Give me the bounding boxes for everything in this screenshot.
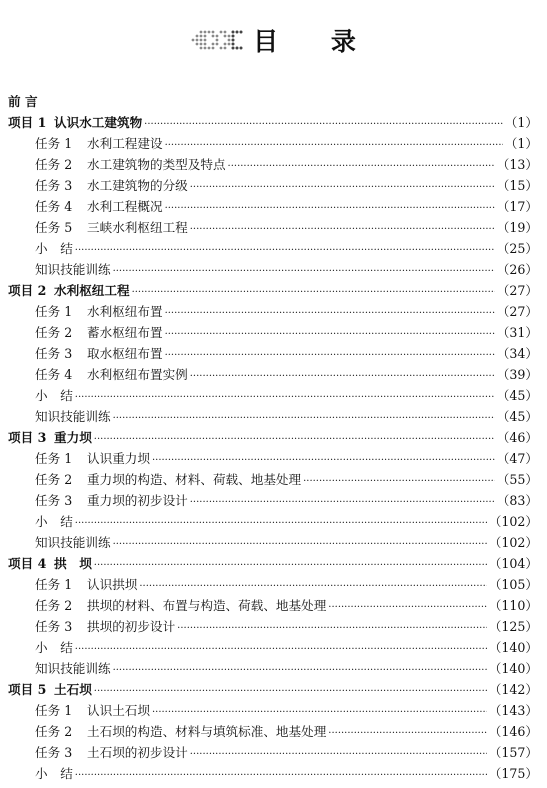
toc-page-number: （140） (488, 640, 538, 655)
toc-page-number: （1） (504, 115, 538, 130)
toc-entry-label (8, 553, 92, 574)
toc-page-number: （102） (488, 514, 538, 529)
toc-entry-number: 任务 3 (35, 493, 73, 508)
toc-entry-number: 任务 2 (35, 157, 73, 172)
toc-entry-number: 任务 3 (35, 745, 73, 760)
toc-dot-leader (152, 702, 487, 723)
toc-page-number: （13） (496, 157, 538, 172)
toc-dot-leader (303, 471, 495, 492)
toc-entry-title: 拱 坝 (54, 556, 92, 571)
toc-task-entry[interactable] (8, 742, 538, 763)
toc-entry-label (35, 301, 163, 322)
toc-entry-title: 拱坝的初步设计 (87, 619, 176, 634)
toc-task-entry[interactable] (8, 616, 538, 637)
toc-entry-title: 小 结 (35, 766, 73, 781)
toc-task-entry[interactable] (8, 175, 538, 196)
toc-task-entry[interactable] (8, 322, 538, 343)
toc-entry-title: 小 结 (35, 388, 73, 403)
toc-task-entry[interactable] (8, 700, 538, 721)
toc-dot-leader (75, 765, 487, 786)
toc-page-number: （104） (488, 556, 538, 571)
toc-entry-title: 知识技能训练 (35, 262, 111, 277)
toc-task-entry[interactable] (8, 574, 538, 595)
toc-entry-title: 小 结 (35, 241, 73, 256)
toc-entry-number: 项目 4 (8, 556, 47, 571)
toc-entry-label (35, 742, 188, 763)
toc-task-entry[interactable] (8, 763, 538, 784)
toc-entry-label (35, 448, 150, 469)
toc-dot-leader (152, 450, 495, 471)
toc-entry-label (35, 364, 188, 385)
toc-task-entry[interactable] (8, 238, 538, 259)
toc-task-entry[interactable] (8, 133, 538, 154)
toc-entry-label (8, 91, 38, 112)
toc-entry-title: 认识重力坝 (87, 451, 150, 466)
toc-entry-label (35, 658, 111, 679)
toc-task-entry[interactable] (8, 385, 538, 406)
toc-dot-leader (328, 723, 486, 744)
toc-entry-label (35, 133, 163, 154)
toc-dot-leader (165, 345, 495, 366)
toc-task-entry[interactable] (8, 448, 538, 469)
toc-entry-label (35, 700, 150, 721)
toc-entry-label (35, 511, 73, 532)
toc-task-entry[interactable] (8, 301, 538, 322)
toc-dot-leader (94, 555, 487, 576)
toc-entry-title: 重力坝 (54, 430, 92, 445)
toc-task-entry[interactable] (8, 511, 538, 532)
toc-entry-number: 项目 1 (8, 115, 47, 130)
toc-entry-title: 水利工程概况 (87, 199, 163, 214)
toc-entry-title: 蓄水枢纽布置 (87, 325, 163, 340)
toc-entry-title: 前 言 (8, 94, 38, 109)
toc-page-number: （146） (488, 724, 538, 739)
toc-entry-label (35, 616, 175, 637)
toc-dot-leader (190, 744, 487, 765)
toc-dot-leader (75, 513, 487, 534)
toc-dot-leader (113, 408, 495, 429)
toc-entry-label (35, 175, 188, 196)
toc-dot-leader (113, 534, 487, 555)
toc-dot-leader (190, 366, 495, 387)
toc-entry-number: 任务 2 (35, 325, 73, 340)
toc-task-entry[interactable] (8, 595, 538, 616)
toc-task-entry[interactable] (8, 532, 538, 553)
toc-entry-number: 任务 1 (35, 136, 73, 151)
toc-page-number: （45） (496, 409, 538, 424)
page-title: 目 录 (253, 27, 378, 56)
toc-page-number: （55） (496, 472, 538, 487)
toc-task-entry[interactable] (8, 490, 538, 511)
toc-task-entry[interactable] (8, 637, 538, 658)
toc-entry-label (35, 217, 188, 238)
toc-entry-label (35, 469, 301, 490)
toc-page-number: （27） (496, 283, 538, 298)
toc-task-entry[interactable] (8, 406, 538, 427)
toc-entry-number: 任务 1 (35, 577, 73, 592)
toc-dot-leader (139, 576, 486, 597)
toc-dot-leader (190, 492, 495, 513)
toc-entry-number: 项目 2 (8, 283, 47, 298)
toc-task-entry[interactable] (8, 721, 538, 742)
toc-project-entry[interactable] (8, 427, 538, 448)
toc-entry-title: 知识技能训练 (35, 661, 111, 676)
toc-dot-leader (113, 660, 487, 681)
table-of-contents (8, 91, 538, 784)
toc-entry-number: 任务 1 (35, 703, 73, 718)
toc-task-entry[interactable] (8, 658, 538, 679)
toc-entry-title: 知识技能训练 (35, 409, 111, 424)
toc-entry-title: 水利枢纽工程 (54, 283, 130, 298)
toc-entry-title: 知识技能训练 (35, 535, 111, 550)
toc-task-entry[interactable] (8, 469, 538, 490)
toc-page-number: （140） (488, 661, 538, 676)
toc-entry-label (8, 427, 92, 448)
toc-page-number: （105） (488, 577, 538, 592)
toc-page-number: （45） (496, 388, 538, 403)
toc-entry-number: 任务 3 (35, 619, 73, 634)
toc-entry-number: 项目 3 (8, 430, 47, 445)
toc-page-number: （1） (504, 136, 538, 151)
toc-entry-label (35, 532, 111, 553)
toc-page-number: （47） (496, 451, 538, 466)
toc-dot-leader (328, 597, 486, 618)
toc-dot-leader (94, 429, 495, 450)
toc-entry-title: 水利枢纽布置实例 (87, 367, 188, 382)
toc-entry-label (35, 406, 111, 427)
toc-entry-label (35, 490, 188, 511)
toc-task-entry[interactable] (8, 196, 538, 217)
toc-page-number: （110） (488, 598, 538, 613)
toc-page-number: （175） (488, 766, 538, 781)
toc-entry-title: 土石坝的初步设计 (87, 745, 188, 760)
toc-dot-leader (75, 240, 495, 261)
toc-entry-label (35, 763, 73, 784)
toc-task-entry[interactable] (8, 154, 538, 175)
toc-header-inner (189, 22, 378, 58)
toc-entry-title: 取水枢纽布置 (87, 346, 163, 361)
toc-entry-label (35, 259, 111, 280)
toc-dot-leader (190, 177, 495, 198)
toc-entry-label (35, 595, 326, 616)
toc-entry-label (8, 679, 92, 700)
toc-entry-label (35, 637, 73, 658)
toc-dot-leader (177, 618, 487, 639)
toc-entry-number: 任务 2 (35, 724, 73, 739)
toc-page-number: （26） (496, 262, 538, 277)
toc-page-number: （142） (488, 682, 538, 697)
toc-page-number: （125） (488, 619, 538, 634)
toc-entry-number: 任务 3 (35, 178, 73, 193)
toc-header (0, 22, 547, 58)
toc-entry-number: 任务 4 (35, 367, 73, 382)
toc-page-number: （34） (496, 346, 538, 361)
toc-task-entry[interactable] (8, 259, 538, 280)
toc-task-entry[interactable] (8, 343, 538, 364)
toc-entry-title: 水利枢纽布置 (87, 304, 163, 319)
toc-entry-title: 水利工程建设 (87, 136, 163, 151)
toc-entry-title: 水工建筑物的类型及特点 (87, 157, 226, 172)
toc-project-entry[interactable] (8, 91, 538, 112)
toc-dot-leader (165, 198, 495, 219)
toc-entry-label (35, 238, 73, 259)
toc-task-entry[interactable] (8, 217, 538, 238)
toc-page-number: （83） (496, 493, 538, 508)
toc-entry-title: 重力坝的初步设计 (87, 493, 188, 508)
toc-project-entry[interactable] (8, 553, 538, 574)
toc-task-entry[interactable] (8, 364, 538, 385)
toc-entry-label (35, 385, 73, 406)
toc-entry-title: 三峡水利枢纽工程 (87, 220, 188, 235)
toc-dot-leader (190, 219, 495, 240)
toc-entry-number: 任务 1 (35, 304, 73, 319)
toc-page-number: （157） (488, 745, 538, 760)
toc-project-entry[interactable] (8, 112, 538, 133)
toc-page-number: （31） (496, 325, 538, 340)
toc-entry-label (8, 112, 142, 133)
toc-dot-leader (94, 681, 487, 702)
toc-entry-label (35, 196, 163, 217)
toc-project-entry[interactable] (8, 280, 538, 301)
toc-entry-number: 任务 2 (35, 598, 73, 613)
toc-page-number: （102） (488, 535, 538, 550)
toc-page-number: （15） (496, 178, 538, 193)
toc-entry-title: 拱坝的材料、布置与构造、荷载、地基处理 (87, 598, 327, 613)
toc-entry-number: 任务 2 (35, 472, 73, 487)
toc-entry-number: 项目 5 (8, 682, 47, 697)
toc-entry-title: 重力坝的构造、材料、荷载、地基处理 (87, 472, 302, 487)
toc-page-number: （46） (496, 430, 538, 445)
toc-entry-label (35, 322, 163, 343)
toc-page-number: （27） (496, 304, 538, 319)
layered-arrows-decoration-icon (189, 27, 245, 53)
toc-page-number: （25） (496, 241, 538, 256)
toc-entry-number: 任务 3 (35, 346, 73, 361)
toc-entry-number: 任务 1 (35, 451, 73, 466)
toc-entry-title: 小 结 (35, 640, 73, 655)
toc-entry-title: 土石坝 (54, 682, 92, 697)
toc-dot-leader (165, 324, 495, 345)
toc-page-number: （17） (496, 199, 538, 214)
toc-entry-title: 认识水工建筑物 (54, 115, 143, 130)
toc-entry-label (35, 343, 163, 364)
toc-entry-number: 任务 4 (35, 199, 73, 214)
toc-dot-leader (228, 156, 495, 177)
toc-dot-leader (165, 135, 503, 156)
toc-entry-label (35, 574, 137, 595)
toc-page-number: （39） (496, 367, 538, 382)
toc-entry-label (35, 721, 326, 742)
toc-dot-leader (144, 114, 503, 135)
toc-entry-label (35, 154, 226, 175)
toc-dot-leader (75, 387, 495, 408)
toc-entry-title: 认识拱坝 (87, 577, 138, 592)
toc-entry-title: 土石坝的构造、材料与填筑标准、地基处理 (87, 724, 327, 739)
toc-dot-leader (113, 261, 495, 282)
toc-project-entry[interactable] (8, 679, 538, 700)
toc-entry-label (8, 280, 130, 301)
toc-entry-title: 水工建筑物的分级 (87, 178, 188, 193)
toc-entry-number: 任务 5 (35, 220, 73, 235)
toc-page-number: （19） (496, 220, 538, 235)
toc-page-number: （143） (488, 703, 538, 718)
toc-entry-title: 认识土石坝 (87, 703, 150, 718)
toc-entry-title: 小 结 (35, 514, 73, 529)
toc-dot-leader (132, 282, 495, 303)
toc-dot-leader (165, 303, 495, 324)
toc-dot-leader (75, 639, 487, 660)
